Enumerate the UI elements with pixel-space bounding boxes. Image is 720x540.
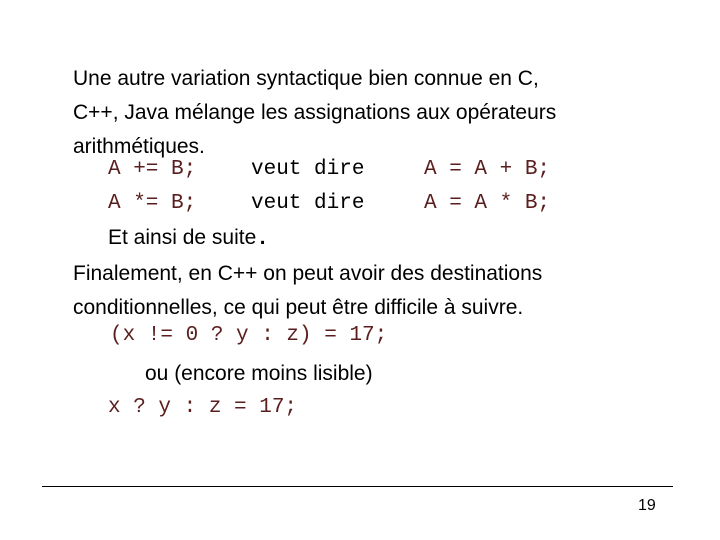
paragraph2-line2: conditionnelles, ce qui peut être difficile à suivre.	[73, 296, 524, 319]
paragraph1-line1: Une autre variation syntactique bien connue en C,	[73, 67, 539, 90]
etc-period: .	[256, 228, 269, 251]
example2-meaning: veut dire	[251, 192, 365, 215]
code-conditional-alt: x ? y : z = 17;	[108, 396, 298, 419]
etc-text	[108, 226, 269, 251]
code-conditional-assignment: (x != 0 ? y : z) = 17;	[110, 324, 388, 347]
example1-expansion: A = A + B;	[424, 158, 551, 181]
page-number: 19	[638, 497, 656, 514]
example2-expansion: A = A * B;	[424, 192, 551, 215]
alt-label: ou (encore moins lisible)	[145, 362, 373, 385]
etc-label: Et ainsi de suite	[108, 226, 257, 249]
paragraph1-line3: arithmétiques.	[73, 135, 205, 158]
paragraph2-line1: Finalement, en C++ on peut avoir des destinations	[73, 262, 543, 285]
paragraph1-line2: C++, Java mélange les assignations aux opérateurs	[73, 101, 557, 124]
example1-code: A += B;	[108, 158, 197, 181]
example2-code: A *= B;	[108, 192, 197, 215]
example1-meaning: veut dire	[251, 158, 365, 181]
footer-rule	[42, 486, 673, 487]
